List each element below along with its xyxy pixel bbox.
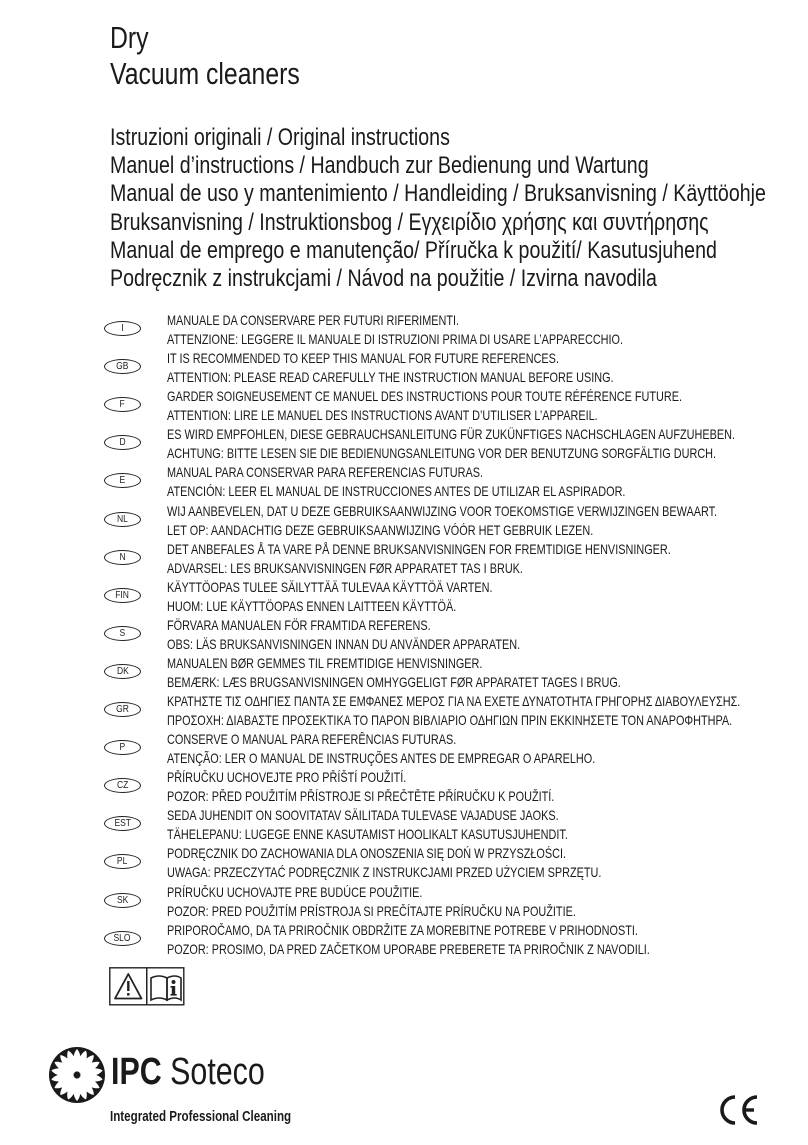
language-keep-note: FÖRVARA MANUALEN FÖR FRAMTIDA REFERENS. [167, 617, 431, 633]
language-row [0, 387, 808, 425]
brand-logo [48, 1046, 106, 1109]
language-attention-note: ATENCIÓN: LEER EL MANUAL DE INSTRUCCIONES ANTES DE UTILIZAR EL ASPIRADOR. [167, 484, 626, 500]
language-badge: NL [104, 512, 141, 527]
language-badge: EST [104, 816, 141, 831]
manual-title-line: Manuel d’instructions / Handbuch zur Bedienung und Wartung [110, 152, 649, 180]
language-badge: CZ [104, 778, 141, 793]
language-badge: E [104, 473, 141, 488]
language-row [0, 311, 808, 349]
language-row [0, 425, 808, 463]
language-badge: F [104, 397, 141, 412]
language-keep-note: MANUAL PARA CONSERVAR PARA REFERENCIAS FUTURAS. [167, 465, 484, 481]
manual-title-line: Bruksanvisning / Instruktionsbog / Εγχειρίδιο χρήσης και συντήρησης [110, 208, 709, 236]
language-badge: D [104, 435, 141, 450]
language-keep-note: WIJ AANBEVELEN, DAT U DEZE GEBRUIKSAANWIJZING VOOR TOEKOMSTIGE VERWIJZINGEN BEWAART. [167, 503, 718, 519]
language-keep-note: MANUALE DA CONSERVARE PER FUTURI RIFERIMENTI. [167, 313, 460, 328]
language-row [0, 349, 808, 387]
read-manual-icon [147, 968, 184, 1005]
language-keep-note: PŘÍRUČKU UCHOVEJTE PRO PŘÍŠTÍ POUŽITÍ. [167, 770, 407, 786]
language-attention-note: HUOM: LUE KÄYTTÖOPAS ENNEN LAITTEEN KÄYTTÖÄ. [167, 598, 457, 614]
language-keep-note: CONSERVE O MANUAL PARA REFERÊNCIAS FUTURAS. [167, 732, 457, 748]
language-attention-note: POZOR: PŘED POUŽITÍM PŘÍSTROJE SI PŘEČTĚTE PŘÍRUČKU K POUŽITÍ. [167, 789, 555, 805]
language-row [0, 692, 808, 730]
manual-title-line: Podręcznik z instrukcjami / Návod na použitie / Izvirna navodila [110, 265, 657, 293]
language-row [0, 844, 808, 882]
language-attention-note: ATENÇÃO: LER O MANUAL DE INSTRUÇÕES ANTES DE EMPREGAR O APARELHO. [167, 751, 596, 767]
language-attention-note: ATTENTION: PLEASE READ CAREFULLY THE INSTRUCTION MANUAL BEFORE USING. [167, 370, 614, 386]
language-attention-note: POZOR: PRED POUŽITÍM PRÍSTROJA SI PREČÍTAJTE PRÍRUČKU NA POUŽITIE. [167, 903, 576, 919]
document-title [110, 20, 347, 92]
language-keep-note: KÄYTTÖOPAS TULEE SÄILYTTÄÄ TULEVAA KÄYTTÖÄ VARTEN. [167, 579, 493, 595]
language-row [0, 616, 808, 654]
ipc-flower-logo-icon [48, 1046, 106, 1104]
language-badge: S [104, 626, 141, 641]
brand-name [111, 1050, 303, 1094]
pictograms [109, 967, 185, 1012]
language-keep-note: MANUALEN BØR GEMMES TIL FREMTIDIGE HENVISNINGER. [167, 655, 483, 671]
language-row [0, 578, 808, 616]
language-keep-note: ΚΡΑΤΗΣΤΕ ΤΙΣ ΟΔΗΓΙΕΣ ΠΑΝΤΑ ΣΕ ΕΜΦΑΝΕΣ ΜΕΡΟΣ ΓΙΑ ΝΑ ΕΧΕΤΕ ΔΥΝΑΤΟΤΗΤΑ ΓΡΗΓΟΡΗΣ ΔΙΑΒΟΥΛΕΥΣΗΣ. [167, 694, 741, 709]
brand-name-regular: Soteco [161, 1051, 265, 1093]
language-row [0, 730, 808, 768]
ce-mark [717, 1094, 761, 1131]
language-attention-note: ΠΡΟΣΟΧΗ: ΔΙΑΒΑΣΤΕ ΠΡΟΣΕΚΤΙΚΑ ΤΟ ΠΑΡΟΝ ΒΙΒΛΙΑΡΙΟ ΟΔΗΓΙΩΝ ΠΡΙΝ ΕΚΚΙΝΗΣΕΤΕ ΤΟΝ ΑΝΑΡΟΦΗΤΗΡΑ. [167, 713, 733, 728]
manual-title-line: Istruzioni originali / Original instructions [110, 124, 450, 151]
language-keep-note: PRIPOROČAMO, DA TA PRIROČNIK OBDRŽITE ZA MOREBITNE POTREBE V PRIHODNOSTI. [167, 922, 638, 938]
language-badge: SK [104, 893, 141, 908]
language-row [0, 768, 808, 806]
language-badge: P [104, 740, 141, 755]
language-attention-note: ADVARSEL: LES BRUKSANVISNINGEN FØR APPARATET TAS I BRUK. [167, 560, 523, 576]
language-attention-note: ATTENTION: LIRE LE MANUEL DES INSTRUCTIONS AVANT D’UTILISER L’APPAREIL. [167, 408, 598, 424]
warning-triangle-icon [110, 968, 147, 1005]
language-row [0, 654, 808, 692]
language-row [0, 502, 808, 540]
language-attention-note: OBS: LÄS BRUKSANVISNINGEN INNAN DU ANVÄNDER APPARATEN. [167, 636, 521, 652]
language-row [0, 883, 808, 921]
language-attention-note: POZOR: PROSIMO, DA PRED ZAČETKOM UPORABE PREBERETE TA PRIROČNIK Z NAVODILI. [167, 941, 650, 957]
language-row [0, 463, 808, 501]
language-badge: GR [104, 702, 141, 717]
manual-title-line: Manual de uso y mantenimiento / Handleiding / Bruksanvisning / Käyttöohje [110, 180, 766, 208]
title-line-1: Dry [110, 20, 149, 55]
brand-name-bold: IPC [111, 1051, 162, 1093]
language-attention-note: LET OP: AANDACHTIG DEZE GEBRUIKSAANWIJZING VÓÓR HET GEBRUIK LEZEN. [167, 522, 594, 538]
language-keep-note: PODRĘCZNIK DO ZACHOWANIA DLA ONOSZENIA SIĘ DOŃ W PRZYSZŁOŚCI. [167, 846, 567, 862]
language-badge: N [104, 550, 141, 565]
language-row [0, 921, 808, 959]
language-attention-note: TÄHELEPANU: LUGEGE ENNE KASUTAMIST HOOLIKALT KASUTUSJUHENDIT. [167, 827, 568, 843]
language-keep-note: GARDER SOIGNEUSEMENT CE MANUEL DES INSTRUCTIONS POUR TOUTE RÉFÉRENCE FUTURE. [167, 389, 683, 405]
language-keep-note: PRÍRUČKU UCHOVAJTE PRE BUDÚCE POUŽITIE. [167, 884, 423, 900]
language-keep-note: ES WIRD EMPFOHLEN, DIESE GEBRAUCHSANLEITUNG FÜR ZUKÜNFTIGES NACHSCHLAGEN AUFZUHEBEN. [167, 427, 735, 443]
language-attention-note: UWAGA: PRZECZYTAĆ PODRĘCZNIK Z INSTRUKCJAMI PRZED UŻYCIEM SPRZĘTU. [167, 865, 602, 881]
manual-titles [110, 124, 808, 293]
language-attention-note: ACHTUNG: BITTE LESEN SIE DIE BEDIENUNGSANLEITUNG VOR DER BENUTZUNG SORGFÄLTIG DURCH. [167, 446, 717, 462]
language-row [0, 806, 808, 844]
language-badge: DK [104, 664, 141, 679]
language-attention-note: ATTENZIONE: LEGGERE IL MANUALE DI ISTRUZIONI PRIMA DI USARE L’APPARECCHIO. [167, 332, 624, 347]
language-badge: I [104, 321, 141, 336]
manual-title-line: Manual de emprego e manutenção/ Příručka k použití/ Kasutusjuhend [110, 236, 717, 264]
language-row [0, 540, 808, 578]
language-badge: FIN [104, 588, 141, 603]
title-line-2: Vacuum cleaners [110, 56, 300, 91]
language-keep-note: IT IS RECOMMENDED TO KEEP THIS MANUAL FOR FUTURE REFERENCES. [167, 351, 559, 367]
language-badge: SLO [104, 931, 141, 946]
language-badge: GB [104, 359, 141, 374]
language-attention-note: BEMÆRK: LÆS BRUGSANVISNINGEN OMHYGGELIGT FØR APPARATET TAGES I BRUG. [167, 674, 621, 690]
language-keep-note: SEDA JUHENDIT ON SOOVITATAV SÄILITADA TULEVASE VAJADUSE JAOKS. [167, 808, 559, 824]
language-badge: PL [104, 854, 141, 869]
language-keep-note: DET ANBEFALES Å TA VARE PÅ DENNE BRUKSANVISNINGEN FOR FREMTIDIGE HENVISNINGER. [167, 541, 671, 557]
brand-tagline: Integrated Professional Cleaning [110, 1109, 292, 1125]
